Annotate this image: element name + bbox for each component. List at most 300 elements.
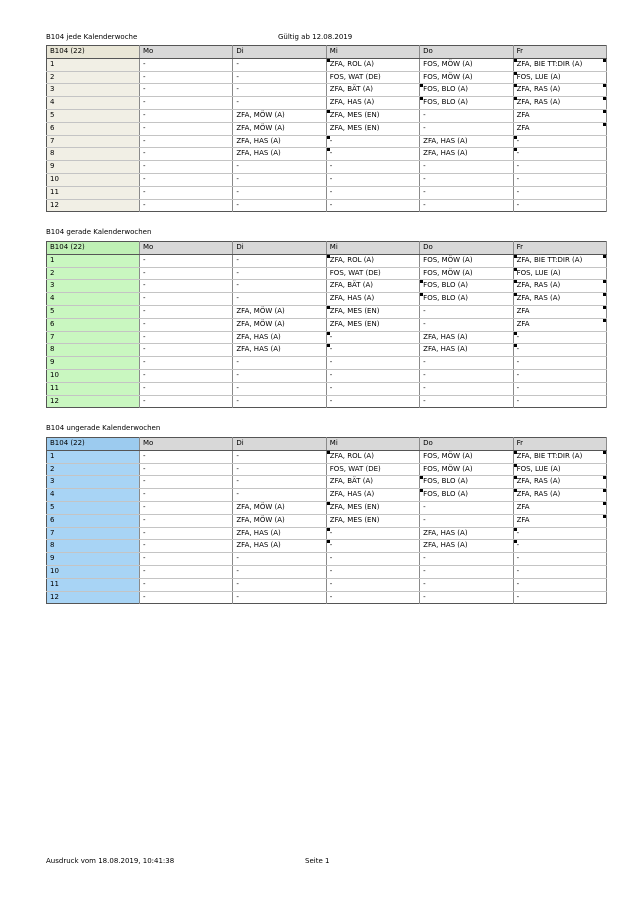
lesson-text: FOS, BLO (A)	[423, 477, 469, 486]
lesson-text: ZFA, HAS (A)	[236, 149, 281, 158]
lesson-text: -	[516, 528, 520, 537]
lesson-text: -	[143, 149, 146, 158]
lesson-text: FOS, MÖW (A)	[423, 59, 473, 68]
lesson-text: -	[329, 579, 333, 588]
period-cell	[47, 186, 140, 199]
cell-marker	[603, 319, 606, 322]
lesson-cell-di	[233, 395, 326, 408]
period-number: 12	[50, 592, 59, 601]
table-row	[47, 369, 607, 382]
lesson-cell-mo	[140, 267, 233, 280]
lesson-text: -	[329, 554, 333, 563]
lesson-cell-mo	[140, 357, 233, 370]
period-cell	[47, 578, 140, 591]
lesson-text: FOS, MÖW (A)	[423, 72, 473, 81]
lesson-cell-di	[233, 280, 326, 293]
day-header-di: Di	[233, 242, 326, 255]
lesson-cell-mi	[326, 84, 419, 97]
lesson-text: ZFA, HAS (A)	[329, 490, 375, 499]
lesson-text: -	[236, 396, 239, 405]
day-header-di: Di	[233, 438, 326, 451]
lesson-text: ZFA	[516, 306, 530, 315]
lesson-cell-do	[420, 476, 513, 489]
lesson-text: -	[143, 162, 146, 171]
lesson-text: -	[423, 200, 426, 209]
cell-marker	[420, 293, 423, 296]
lesson-text: -	[236, 59, 239, 68]
lesson-cell-mi	[326, 97, 419, 110]
lesson-text: -	[143, 477, 146, 486]
lesson-cell-mo	[140, 501, 233, 514]
lesson-cell-di	[233, 489, 326, 502]
table-row	[47, 122, 607, 135]
lesson-text: -	[236, 187, 239, 196]
lesson-text: FOS, BLO (A)	[423, 98, 469, 107]
lesson-text: -	[143, 566, 146, 575]
cell-marker	[603, 110, 606, 113]
cell-marker	[603, 451, 606, 454]
day-header-do: Do	[420, 242, 513, 255]
lesson-cell-di	[233, 58, 326, 71]
lesson-cell-mi	[326, 565, 419, 578]
lesson-cell-fr	[513, 199, 606, 212]
lesson-cell-fr	[513, 71, 606, 84]
lesson-text: ZFA, BÄT (A)	[329, 281, 373, 290]
table-row	[47, 199, 607, 212]
period-number: 2	[50, 72, 55, 81]
period-cell	[47, 318, 140, 331]
page-number: Seite 1	[305, 857, 330, 865]
cell-marker	[327, 540, 330, 543]
lesson-text: -	[329, 528, 333, 537]
header-row	[47, 46, 607, 59]
lesson-cell-do	[420, 161, 513, 174]
table-row	[47, 565, 607, 578]
cell-marker	[514, 255, 517, 258]
lesson-text: FOS, LUE (A)	[516, 464, 561, 473]
lesson-text: -	[143, 515, 146, 524]
valid-from-label: Gültig ab 12.08.2019	[278, 33, 353, 41]
table-row	[47, 553, 607, 566]
lesson-cell-do	[420, 565, 513, 578]
lesson-cell-di	[233, 267, 326, 280]
cell-marker	[603, 255, 606, 258]
lesson-text: -	[516, 332, 520, 341]
lesson-text: -	[423, 370, 426, 379]
cell-marker	[327, 332, 330, 335]
period-number: 11	[50, 579, 59, 588]
cell-marker	[514, 344, 517, 347]
lesson-cell-fr	[513, 501, 606, 514]
period-cell	[47, 109, 140, 122]
lesson-text: ZFA, BÄT (A)	[329, 477, 373, 486]
lesson-cell-di	[233, 553, 326, 566]
cell-marker	[514, 332, 517, 335]
lesson-text: FOS, MÖW (A)	[423, 268, 473, 277]
lesson-text: -	[516, 149, 520, 158]
lesson-cell-do	[420, 553, 513, 566]
lesson-cell-do	[420, 186, 513, 199]
table-row	[47, 591, 607, 604]
lesson-cell-fr	[513, 267, 606, 280]
period-number: 3	[50, 477, 55, 486]
period-number: 1	[50, 255, 55, 264]
lesson-cell-mi	[326, 305, 419, 318]
lesson-text: -	[236, 85, 239, 94]
table-row	[47, 489, 607, 502]
lesson-text: -	[423, 187, 426, 196]
lesson-cell-fr	[513, 135, 606, 148]
lesson-text: -	[236, 281, 239, 290]
lesson-cell-do	[420, 58, 513, 71]
table-row	[47, 501, 607, 514]
lesson-cell-mi	[326, 161, 419, 174]
lesson-text: -	[143, 319, 146, 328]
lesson-cell-fr	[513, 58, 606, 71]
lesson-cell-do	[420, 591, 513, 604]
lesson-cell-di	[233, 186, 326, 199]
lesson-cell-mi	[326, 109, 419, 122]
lesson-cell-mi	[326, 591, 419, 604]
lesson-text: -	[423, 319, 426, 328]
table-row	[47, 463, 607, 476]
day-header-di: Di	[233, 46, 326, 59]
lesson-text: -	[143, 592, 146, 601]
day-header-mo: Mo	[140, 438, 233, 451]
period-number: 7	[50, 528, 55, 537]
lesson-text: -	[143, 358, 146, 367]
period-cell	[47, 463, 140, 476]
lesson-text: -	[143, 85, 146, 94]
lesson-cell-mi	[326, 148, 419, 161]
lesson-cell-do	[420, 540, 513, 553]
lesson-text: -	[143, 281, 146, 290]
period-number: 1	[50, 59, 55, 68]
lesson-cell-fr	[513, 553, 606, 566]
lesson-text: -	[236, 370, 239, 379]
lesson-text: -	[236, 451, 239, 460]
lesson-text: ZFA, HAS (A)	[236, 345, 281, 354]
day-header-do: Do	[420, 438, 513, 451]
lesson-text: -	[236, 255, 239, 264]
cell-marker	[327, 306, 330, 309]
table-row	[47, 331, 607, 344]
lesson-cell-di	[233, 122, 326, 135]
lesson-cell-mo	[140, 148, 233, 161]
lesson-text: ZFA, RAS (A)	[516, 490, 561, 499]
table-row	[47, 71, 607, 84]
lesson-text: -	[143, 490, 146, 499]
period-cell	[47, 514, 140, 527]
period-number: 5	[50, 502, 55, 511]
lesson-cell-do	[420, 97, 513, 110]
timetable-all-weeks	[46, 45, 607, 212]
lesson-text: ZFA, BIE TT:DIR (A)	[516, 451, 583, 460]
cell-marker	[603, 293, 606, 296]
table-row	[47, 578, 607, 591]
lesson-text: -	[236, 294, 239, 303]
lesson-cell-di	[233, 463, 326, 476]
print-timestamp: Ausdruck vom 18.08.2019, 10:41:38	[46, 857, 175, 865]
lesson-text: ZFA, MÖW (A)	[236, 319, 285, 328]
lesson-text: ZFA, HAS (A)	[423, 332, 468, 341]
lesson-cell-do	[420, 135, 513, 148]
lesson-cell-di	[233, 476, 326, 489]
period-number: 7	[50, 136, 55, 145]
table-row	[47, 109, 607, 122]
lesson-text: -	[236, 566, 239, 575]
lesson-cell-di	[233, 305, 326, 318]
lesson-cell-do	[420, 305, 513, 318]
lesson-text: -	[143, 332, 146, 341]
lesson-cell-mi	[326, 199, 419, 212]
lesson-cell-di	[233, 97, 326, 110]
lesson-cell-do	[420, 331, 513, 344]
lesson-cell-fr	[513, 293, 606, 306]
cell-marker	[327, 148, 330, 151]
table-row	[47, 527, 607, 540]
lesson-cell-fr	[513, 344, 606, 357]
lesson-text: -	[143, 255, 146, 264]
lesson-text: -	[516, 136, 520, 145]
lesson-cell-mo	[140, 71, 233, 84]
lesson-text: -	[236, 358, 239, 367]
lesson-text: ZFA, BIE TT:DIR (A)	[516, 255, 583, 264]
lesson-text: ZFA, HAS (A)	[423, 541, 468, 550]
lesson-text: -	[329, 566, 333, 575]
period-cell	[47, 331, 140, 344]
lesson-text: -	[143, 451, 146, 460]
lesson-text: -	[236, 464, 239, 473]
lesson-text: -	[516, 541, 520, 550]
lesson-cell-fr	[513, 527, 606, 540]
lesson-text: -	[423, 515, 426, 524]
table-row	[47, 344, 607, 357]
lesson-text: -	[143, 72, 146, 81]
period-cell	[47, 527, 140, 540]
period-number: 2	[50, 464, 55, 473]
lesson-text: ZFA, ROL (A)	[329, 59, 374, 68]
lesson-cell-mo	[140, 305, 233, 318]
lesson-cell-mo	[140, 527, 233, 540]
day-header-do: Do	[420, 46, 513, 59]
period-number: 5	[50, 306, 55, 315]
table-row	[47, 135, 607, 148]
lesson-text: -	[516, 383, 520, 392]
lesson-cell-do	[420, 514, 513, 527]
lesson-cell-fr	[513, 369, 606, 382]
lesson-cell-do	[420, 344, 513, 357]
lesson-cell-mi	[326, 489, 419, 502]
period-number: 8	[50, 345, 55, 354]
lesson-cell-mo	[140, 382, 233, 395]
lesson-cell-mi	[326, 357, 419, 370]
cell-marker	[327, 451, 330, 454]
cell-marker	[603, 123, 606, 126]
lesson-cell-mo	[140, 565, 233, 578]
lesson-text: -	[423, 592, 426, 601]
lesson-cell-fr	[513, 382, 606, 395]
lesson-text: FOS, LUE (A)	[516, 72, 561, 81]
lesson-cell-di	[233, 199, 326, 212]
lesson-cell-mo	[140, 186, 233, 199]
lesson-text: FOS, MÖW (A)	[423, 255, 473, 264]
period-cell	[47, 173, 140, 186]
lesson-text: ZFA, RAS (A)	[516, 477, 561, 486]
cell-marker	[514, 476, 517, 479]
lesson-text: -	[329, 383, 333, 392]
lesson-cell-mi	[326, 476, 419, 489]
lesson-text: -	[143, 383, 146, 392]
lesson-cell-fr	[513, 84, 606, 97]
lesson-text: -	[329, 592, 333, 601]
lesson-text: -	[423, 383, 426, 392]
cell-marker	[514, 293, 517, 296]
lesson-cell-fr	[513, 280, 606, 293]
cell-marker	[603, 97, 606, 100]
lesson-text: -	[236, 174, 239, 183]
period-cell	[47, 135, 140, 148]
table-row	[47, 148, 607, 161]
lesson-cell-mi	[326, 293, 419, 306]
day-header-mi: Mi	[326, 46, 419, 59]
period-cell	[47, 199, 140, 212]
cell-marker	[327, 255, 330, 258]
lesson-cell-mo	[140, 369, 233, 382]
lesson-cell-do	[420, 293, 513, 306]
period-number: 11	[50, 383, 59, 392]
lesson-cell-do	[420, 463, 513, 476]
lesson-cell-di	[233, 318, 326, 331]
lesson-cell-mi	[326, 463, 419, 476]
lesson-cell-mi	[326, 553, 419, 566]
lesson-text: -	[516, 554, 520, 563]
lesson-cell-mi	[326, 173, 419, 186]
cell-marker	[420, 476, 423, 479]
table-row	[47, 161, 607, 174]
period-number: 3	[50, 85, 55, 94]
lesson-text: -	[143, 110, 146, 119]
lesson-cell-do	[420, 199, 513, 212]
period-number: 6	[50, 319, 55, 328]
cell-marker	[420, 489, 423, 492]
lesson-text: -	[329, 136, 333, 145]
lesson-cell-fr	[513, 97, 606, 110]
lesson-cell-di	[233, 293, 326, 306]
period-cell	[47, 476, 140, 489]
day-header-fr: Fr	[513, 46, 606, 59]
lesson-cell-mo	[140, 173, 233, 186]
lesson-cell-fr	[513, 565, 606, 578]
lesson-cell-mo	[140, 395, 233, 408]
lesson-cell-di	[233, 173, 326, 186]
day-header-mo: Mo	[140, 242, 233, 255]
cell-marker	[327, 110, 330, 113]
lesson-text: -	[143, 502, 146, 511]
lesson-text: -	[143, 136, 146, 145]
lesson-cell-di	[233, 84, 326, 97]
lesson-cell-mo	[140, 331, 233, 344]
period-cell	[47, 357, 140, 370]
lesson-text: -	[143, 396, 146, 405]
lesson-cell-fr	[513, 318, 606, 331]
lesson-text: -	[516, 200, 520, 209]
period-number: 10	[50, 174, 59, 183]
lesson-text: ZFA, MÖW (A)	[236, 515, 285, 524]
period-cell	[47, 267, 140, 280]
table-row	[47, 58, 607, 71]
lesson-text: ZFA	[516, 319, 530, 328]
lesson-cell-fr	[513, 591, 606, 604]
lesson-text: -	[516, 358, 520, 367]
lesson-text: -	[329, 345, 333, 354]
lesson-text: -	[236, 72, 239, 81]
lesson-text: -	[143, 579, 146, 588]
cell-marker	[514, 136, 517, 139]
page-title: B104 jede Kalenderwoche	[46, 33, 138, 41]
lesson-text: ZFA, HAS (A)	[329, 294, 375, 303]
period-cell	[47, 382, 140, 395]
cell-marker	[514, 148, 517, 151]
table-row	[47, 382, 607, 395]
lesson-cell-di	[233, 591, 326, 604]
lesson-cell-mo	[140, 553, 233, 566]
lesson-cell-do	[420, 395, 513, 408]
table-row	[47, 293, 607, 306]
lesson-text: -	[143, 294, 146, 303]
period-cell	[47, 97, 140, 110]
lesson-cell-do	[420, 280, 513, 293]
lesson-text: -	[236, 383, 239, 392]
lesson-text: ZFA, RAS (A)	[516, 294, 561, 303]
period-number: 5	[50, 110, 55, 119]
lesson-text: -	[423, 554, 426, 563]
lesson-cell-fr	[513, 305, 606, 318]
cell-marker	[514, 84, 517, 87]
lesson-text: -	[516, 174, 520, 183]
lesson-text: ZFA, MES (EN)	[329, 110, 380, 119]
lesson-cell-di	[233, 109, 326, 122]
period-number: 3	[50, 281, 55, 290]
header-row	[47, 242, 607, 255]
lesson-cell-fr	[513, 331, 606, 344]
lesson-cell-mo	[140, 450, 233, 463]
period-cell	[47, 161, 140, 174]
lesson-cell-mi	[326, 450, 419, 463]
lesson-text: ZFA, HAS (A)	[329, 98, 375, 107]
period-cell	[47, 71, 140, 84]
lesson-text: -	[143, 174, 146, 183]
lesson-cell-mo	[140, 591, 233, 604]
lesson-cell-mi	[326, 267, 419, 280]
lesson-text: -	[236, 268, 239, 277]
lesson-cell-mi	[326, 186, 419, 199]
lesson-cell-do	[420, 318, 513, 331]
lesson-cell-di	[233, 344, 326, 357]
lesson-text: FOS, MÖW (A)	[423, 451, 473, 460]
lesson-text: -	[236, 162, 239, 171]
lesson-cell-fr	[513, 514, 606, 527]
header-row	[47, 438, 607, 451]
table-row	[47, 97, 607, 110]
lesson-cell-do	[420, 254, 513, 267]
lesson-text: -	[329, 541, 333, 550]
lesson-text: ZFA, MÖW (A)	[236, 502, 285, 511]
lesson-text: -	[516, 396, 520, 405]
lesson-text: FOS, MÖW (A)	[423, 464, 473, 473]
cell-marker	[514, 489, 517, 492]
lesson-cell-di	[233, 161, 326, 174]
